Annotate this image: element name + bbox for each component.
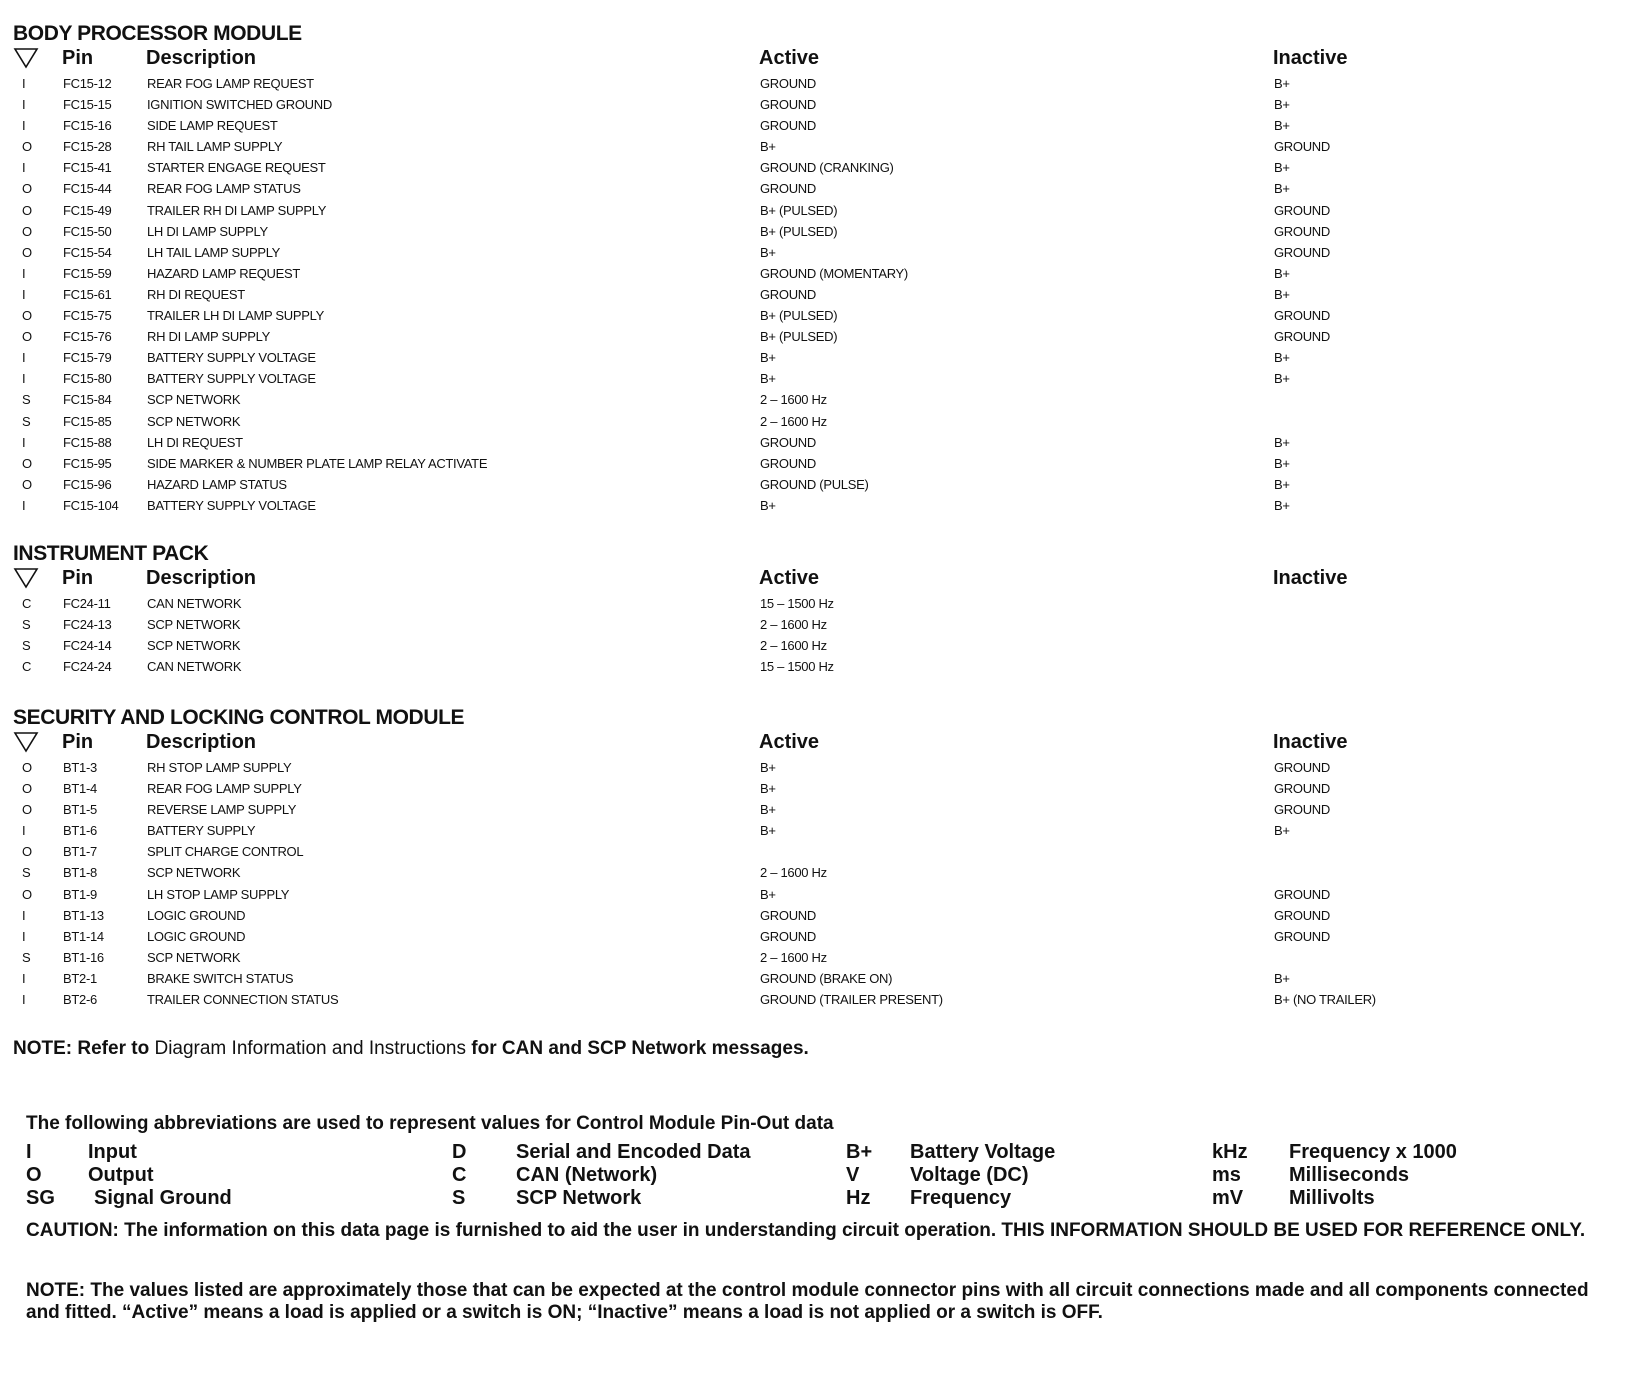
row-active: B+ — [760, 139, 776, 155]
row-pin: BT1-16 — [63, 949, 104, 965]
row-inactive: GROUND — [1274, 329, 1330, 345]
table-row — [13, 200, 1613, 221]
header-pin: Pin — [62, 731, 94, 753]
row-description: BRAKE SWITCH STATUS — [147, 970, 294, 986]
abbreviation-meaning: Signal Ground — [94, 1187, 232, 1209]
row-active: GROUND (MOMENTARY) — [760, 265, 908, 281]
row-type: O — [22, 181, 32, 197]
row-pin: FC15-85 — [63, 413, 112, 429]
abbreviation-code: D — [452, 1141, 467, 1163]
row-description: TRAILER RH DI LAMP SUPPLY — [147, 202, 327, 218]
row-pin: BT1-8 — [63, 865, 97, 881]
row-active: GROUND — [760, 907, 816, 923]
section-title: BODY PROCESSOR MODULE — [13, 22, 302, 45]
abbreviation-code: O — [26, 1164, 42, 1186]
row-active: 2 – 1600 Hz — [760, 865, 827, 881]
table-row — [13, 284, 1613, 305]
row-description: BATTERY SUPPLY VOLTAGE — [147, 497, 316, 513]
row-active: 15 – 1500 Hz — [760, 596, 834, 611]
table-row — [13, 263, 1613, 284]
row-description: IGNITION SWITCHED GROUND — [147, 97, 332, 113]
table-row — [13, 73, 1613, 94]
row-active: GROUND — [760, 181, 816, 197]
row-type: O — [22, 308, 32, 324]
row-inactive: GROUND — [1274, 781, 1330, 797]
table-row — [13, 326, 1613, 347]
row-active: GROUND — [760, 118, 816, 134]
row-pin: FC15-76 — [63, 329, 112, 345]
table-row — [13, 926, 1613, 947]
row-pin: BT2-1 — [63, 970, 97, 986]
row-pin: FC15-49 — [63, 202, 112, 218]
row-type: I — [22, 350, 26, 366]
row-inactive: B+ — [1274, 76, 1290, 91]
row-description: LH TAIL LAMP SUPPLY — [147, 244, 281, 260]
row-active: GROUND — [760, 286, 816, 302]
row-pin: FC24-14 — [63, 638, 112, 654]
abbreviation-meaning: Frequency x 1000 — [1289, 1141, 1457, 1163]
header-inactive: Inactive — [1273, 47, 1348, 69]
row-description: REAR FOG LAMP REQUEST — [147, 76, 314, 91]
row-type: I — [22, 286, 26, 302]
row-inactive: B+ — [1274, 286, 1290, 302]
row-description: HAZARD LAMP REQUEST — [147, 265, 300, 281]
header-description: Description — [146, 567, 257, 589]
abbreviation-code: S — [452, 1187, 466, 1209]
abbreviation-code: I — [26, 1141, 32, 1163]
header-description: Description — [146, 731, 257, 753]
row-active: B+ — [760, 760, 776, 775]
row-active: B+ — [760, 886, 776, 902]
row-pin: BT1-13 — [63, 907, 104, 923]
row-pin: FC15-28 — [63, 139, 112, 155]
row-description: CAN NETWORK — [147, 659, 242, 675]
row-description: SIDE MARKER & NUMBER PLATE LAMP RELAY ACTIVATE — [147, 455, 488, 471]
row-type: C — [22, 659, 32, 675]
row-inactive: B+ — [1274, 181, 1290, 197]
abbreviation-meaning: Millivolts — [1289, 1187, 1375, 1209]
row-type: I — [22, 160, 26, 176]
abbreviation-meaning: Voltage (DC) — [910, 1164, 1029, 1186]
row-description: STARTER ENGAGE REQUEST — [147, 160, 326, 176]
row-inactive: B+ — [1274, 497, 1290, 513]
row-active: B+ — [760, 781, 776, 797]
section-security-locking-control-module — [13, 705, 1613, 1010]
section-instrument-pack — [13, 541, 1613, 677]
table-row — [13, 841, 1613, 862]
row-inactive: GROUND — [1274, 886, 1330, 902]
row-description: LOGIC GROUND — [147, 928, 246, 944]
row-pin: BT1-9 — [63, 886, 97, 902]
row-pin: BT1-14 — [63, 928, 104, 944]
abbreviation-meaning: Input — [88, 1141, 137, 1163]
row-pin: FC15-88 — [63, 434, 112, 450]
table-row — [13, 905, 1613, 926]
row-description: RH STOP LAMP SUPPLY — [147, 760, 292, 775]
row-description: CAN NETWORK — [147, 596, 242, 611]
row-inactive: GROUND — [1274, 760, 1330, 775]
table-row — [13, 799, 1613, 820]
row-inactive: B+ — [1274, 350, 1290, 366]
table-row — [13, 757, 1613, 778]
table-row — [13, 368, 1613, 389]
row-active: 2 – 1600 Hz — [760, 617, 827, 633]
row-pin: FC24-13 — [63, 617, 112, 633]
abbreviation-code: C — [452, 1164, 467, 1186]
row-pin: FC15-15 — [63, 97, 112, 113]
table-row — [13, 495, 1613, 516]
row-pin: BT1-3 — [63, 760, 97, 775]
table-row — [13, 968, 1613, 989]
row-pin: BT1-4 — [63, 781, 97, 797]
row-type: O — [22, 139, 32, 155]
row-pin: FC15-54 — [63, 244, 112, 260]
table-row — [13, 389, 1613, 410]
abbreviation-code: B+ — [846, 1141, 873, 1163]
row-pin: FC15-75 — [63, 308, 112, 324]
section-title: INSTRUMENT PACK — [13, 542, 209, 565]
row-type: I — [22, 992, 26, 1008]
header-pin: Pin — [62, 567, 94, 589]
row-description: BATTERY SUPPLY VOLTAGE — [147, 350, 316, 366]
row-inactive: B+ — [1274, 160, 1290, 176]
row-inactive: GROUND — [1274, 907, 1330, 923]
row-inactive: B+ — [1274, 476, 1290, 492]
abbreviation-code: SG — [26, 1187, 55, 1209]
row-pin: BT1-5 — [63, 802, 97, 818]
row-pin: FC15-12 — [63, 76, 112, 91]
table-row — [13, 242, 1613, 263]
row-inactive: B+ (NO TRAILER) — [1274, 992, 1376, 1008]
header-active: Active — [759, 47, 820, 69]
row-description: LH STOP LAMP SUPPLY — [147, 886, 290, 902]
row-pin: FC15-79 — [63, 350, 112, 366]
abbreviations-grid — [26, 1141, 1606, 1213]
table-row — [13, 989, 1613, 1010]
values-note: NOTE: The values listed are approximately those that can be expected at the control module connector pins with all circuit connections made and all components connected and fitted. “Active” means a load is applied or a switch is ON; “Inactive” means a load is not applied or a switch is OFF. — [26, 1280, 1589, 1323]
row-description: SCP NETWORK — [147, 392, 241, 408]
abbreviation-meaning: CAN (Network) — [516, 1164, 658, 1186]
abbreviation-code: ms — [1212, 1164, 1241, 1186]
row-type: I — [22, 823, 26, 839]
section-body-processor-module — [13, 21, 1613, 516]
row-description: RH DI LAMP SUPPLY — [147, 329, 271, 345]
row-description: HAZARD LAMP STATUS — [147, 476, 287, 492]
abbreviation-meaning: Frequency — [910, 1187, 1012, 1209]
row-type: O — [22, 455, 32, 471]
abbreviation-meaning: Battery Voltage — [910, 1141, 1056, 1163]
row-pin: FC15-41 — [63, 160, 112, 176]
row-pin: FC15-104 — [63, 497, 119, 513]
row-inactive: B+ — [1274, 823, 1290, 839]
row-description: RH DI REQUEST — [147, 286, 245, 302]
row-type: O — [22, 202, 32, 218]
row-active: B+ — [760, 350, 776, 366]
row-pin: FC15-50 — [63, 223, 112, 239]
row-pin: BT1-7 — [63, 844, 97, 860]
row-description: REAR FOG LAMP STATUS — [147, 181, 301, 197]
abbreviations-intro: The following abbreviations are used to represent values for Control Module Pin-Out data — [26, 1113, 834, 1134]
row-inactive: GROUND — [1274, 802, 1330, 818]
table-row — [13, 820, 1613, 841]
header-active: Active — [759, 567, 820, 589]
row-type: O — [22, 844, 32, 860]
row-active: B+ (PULSED) — [760, 223, 838, 239]
row-active: 2 – 1600 Hz — [760, 949, 827, 965]
row-type: S — [22, 638, 31, 654]
row-type: O — [22, 329, 32, 345]
row-description: SPLIT CHARGE CONTROL — [147, 844, 304, 860]
table-header — [13, 47, 1613, 73]
table-row — [13, 221, 1613, 242]
row-type: C — [22, 596, 32, 611]
row-description: SCP NETWORK — [147, 617, 241, 633]
row-inactive: GROUND — [1274, 928, 1330, 944]
row-pin: FC15-96 — [63, 476, 112, 492]
abbreviation-code: V — [846, 1164, 860, 1186]
table-header — [13, 567, 1613, 593]
row-active: GROUND (CRANKING) — [760, 160, 894, 176]
row-description: LOGIC GROUND — [147, 907, 246, 923]
row-description: BATTERY SUPPLY — [147, 823, 256, 839]
row-inactive: B+ — [1274, 434, 1290, 450]
row-pin: BT1-6 — [63, 823, 97, 839]
abbreviation-meaning: Serial and Encoded Data — [516, 1141, 751, 1163]
header-inactive: Inactive — [1273, 567, 1348, 589]
row-inactive: B+ — [1274, 97, 1290, 113]
header-pin: Pin — [62, 47, 94, 69]
row-description: REAR FOG LAMP SUPPLY — [147, 781, 302, 797]
row-active: B+ (PULSED) — [760, 329, 838, 345]
row-type: O — [22, 760, 32, 775]
table-row — [13, 94, 1613, 115]
row-type: O — [22, 886, 32, 902]
row-active: B+ (PULSED) — [760, 202, 838, 218]
row-description: SCP NETWORK — [147, 638, 241, 654]
table-row — [13, 178, 1613, 199]
row-description: LH DI REQUEST — [147, 434, 243, 450]
table-body — [13, 593, 1613, 677]
row-inactive: B+ — [1274, 970, 1290, 986]
row-pin: FC15-61 — [63, 286, 112, 302]
row-description: SCP NETWORK — [147, 949, 241, 965]
table-row — [13, 862, 1613, 883]
table-row — [13, 432, 1613, 453]
row-type: S — [22, 865, 31, 881]
row-active: GROUND — [760, 928, 816, 944]
row-active: B+ — [760, 823, 776, 839]
row-active: 15 – 1500 Hz — [760, 659, 834, 675]
row-pin: FC15-16 — [63, 118, 112, 134]
abbreviation-code: Hz — [846, 1187, 871, 1209]
row-active: GROUND — [760, 76, 816, 91]
row-inactive: GROUND — [1274, 223, 1330, 239]
row-type: I — [22, 118, 26, 134]
row-active: GROUND — [760, 434, 816, 450]
row-type: I — [22, 970, 26, 986]
row-active: GROUND — [760, 455, 816, 471]
row-pin: FC15-80 — [63, 371, 112, 387]
table-row — [13, 656, 1613, 677]
table-row — [13, 778, 1613, 799]
row-active: 2 – 1600 Hz — [760, 392, 827, 408]
table-row — [13, 411, 1613, 432]
row-type: S — [22, 617, 31, 633]
table-row — [13, 474, 1613, 495]
section-title: SECURITY AND LOCKING CONTROL MODULE — [13, 706, 465, 729]
row-pin: FC15-44 — [63, 181, 112, 197]
table-row — [13, 115, 1613, 136]
row-description: SCP NETWORK — [147, 865, 241, 881]
table-row — [13, 347, 1613, 368]
table-row — [13, 884, 1613, 905]
row-inactive: GROUND — [1274, 202, 1330, 218]
table-body — [13, 73, 1613, 516]
header-description: Description — [146, 47, 257, 69]
row-type: I — [22, 497, 26, 513]
abbreviation-meaning: Milliseconds — [1289, 1164, 1410, 1186]
row-type: I — [22, 97, 26, 113]
row-inactive: GROUND — [1274, 308, 1330, 324]
row-active: B+ — [760, 244, 776, 260]
network-note — [13, 1038, 809, 1060]
table-row — [13, 947, 1613, 968]
row-pin: FC15-84 — [63, 392, 112, 408]
abbreviation-meaning: Output — [88, 1164, 154, 1186]
row-pin: FC24-24 — [63, 659, 112, 675]
row-type: O — [22, 223, 32, 239]
row-inactive: B+ — [1274, 265, 1290, 281]
abbreviation-code: kHz — [1212, 1141, 1248, 1163]
row-inactive: GROUND — [1274, 139, 1330, 155]
note-link-text: Diagram Information and Instructions — [149, 1038, 472, 1059]
header-inactive: Inactive — [1273, 731, 1348, 753]
row-type: O — [22, 476, 32, 492]
row-type: I — [22, 265, 26, 281]
row-type: I — [22, 928, 26, 944]
row-pin: BT2-6 — [63, 992, 97, 1008]
table-row — [13, 157, 1613, 178]
table-row — [13, 593, 1613, 614]
row-active: B+ — [760, 802, 776, 818]
note-tail: for CAN and SCP Network messages. — [471, 1038, 809, 1059]
row-description: TRAILER LH DI LAMP SUPPLY — [147, 308, 324, 324]
note-lead: NOTE: Refer to — [13, 1038, 150, 1059]
caution-text: CAUTION: The information on this data page is furnished to aid the user in understanding circuit operation. THIS INFORMATION SHOULD BE USED FOR REFERENCE ONLY. — [26, 1220, 1586, 1241]
row-active: GROUND — [760, 97, 816, 113]
table-row — [13, 136, 1613, 157]
row-type: S — [22, 392, 31, 408]
row-active: B+ (PULSED) — [760, 308, 838, 324]
row-inactive: GROUND — [1274, 244, 1330, 260]
row-type: I — [22, 371, 26, 387]
row-pin: FC15-59 — [63, 265, 112, 281]
row-description: RH TAIL LAMP SUPPLY — [147, 139, 283, 155]
row-description: TRAILER CONNECTION STATUS — [147, 992, 339, 1008]
row-inactive: B+ — [1274, 371, 1290, 387]
table-header — [13, 731, 1613, 757]
row-active: GROUND (PULSE) — [760, 476, 869, 492]
row-active: 2 – 1600 Hz — [760, 638, 827, 654]
row-type: S — [22, 413, 31, 429]
table-body — [13, 757, 1613, 1010]
row-pin: FC24-11 — [63, 596, 111, 611]
row-type: I — [22, 434, 26, 450]
table-row — [13, 453, 1613, 474]
row-description: SIDE LAMP REQUEST — [147, 118, 278, 134]
abbreviation-code: mV — [1212, 1187, 1244, 1209]
row-type: I — [22, 76, 26, 91]
row-active: GROUND (BRAKE ON) — [760, 970, 893, 986]
header-active: Active — [759, 731, 820, 753]
row-description: REVERSE LAMP SUPPLY — [147, 802, 297, 818]
table-row — [13, 614, 1613, 635]
row-description: SCP NETWORK — [147, 413, 241, 429]
row-type: I — [22, 907, 26, 923]
row-pin: FC15-95 — [63, 455, 112, 471]
row-active: 2 – 1600 Hz — [760, 413, 827, 429]
row-active: B+ — [760, 497, 776, 513]
row-description: LH DI LAMP SUPPLY — [147, 223, 268, 239]
row-inactive: B+ — [1274, 455, 1290, 471]
row-type: O — [22, 802, 32, 818]
row-description: BATTERY SUPPLY VOLTAGE — [147, 371, 316, 387]
row-type: O — [22, 781, 32, 797]
row-active: B+ — [760, 371, 776, 387]
abbreviation-meaning: SCP Network — [516, 1187, 642, 1209]
table-row — [13, 635, 1613, 656]
row-active: GROUND (TRAILER PRESENT) — [760, 992, 943, 1008]
table-row — [13, 305, 1613, 326]
row-inactive: B+ — [1274, 118, 1290, 134]
row-type: S — [22, 949, 31, 965]
row-type: O — [22, 244, 32, 260]
